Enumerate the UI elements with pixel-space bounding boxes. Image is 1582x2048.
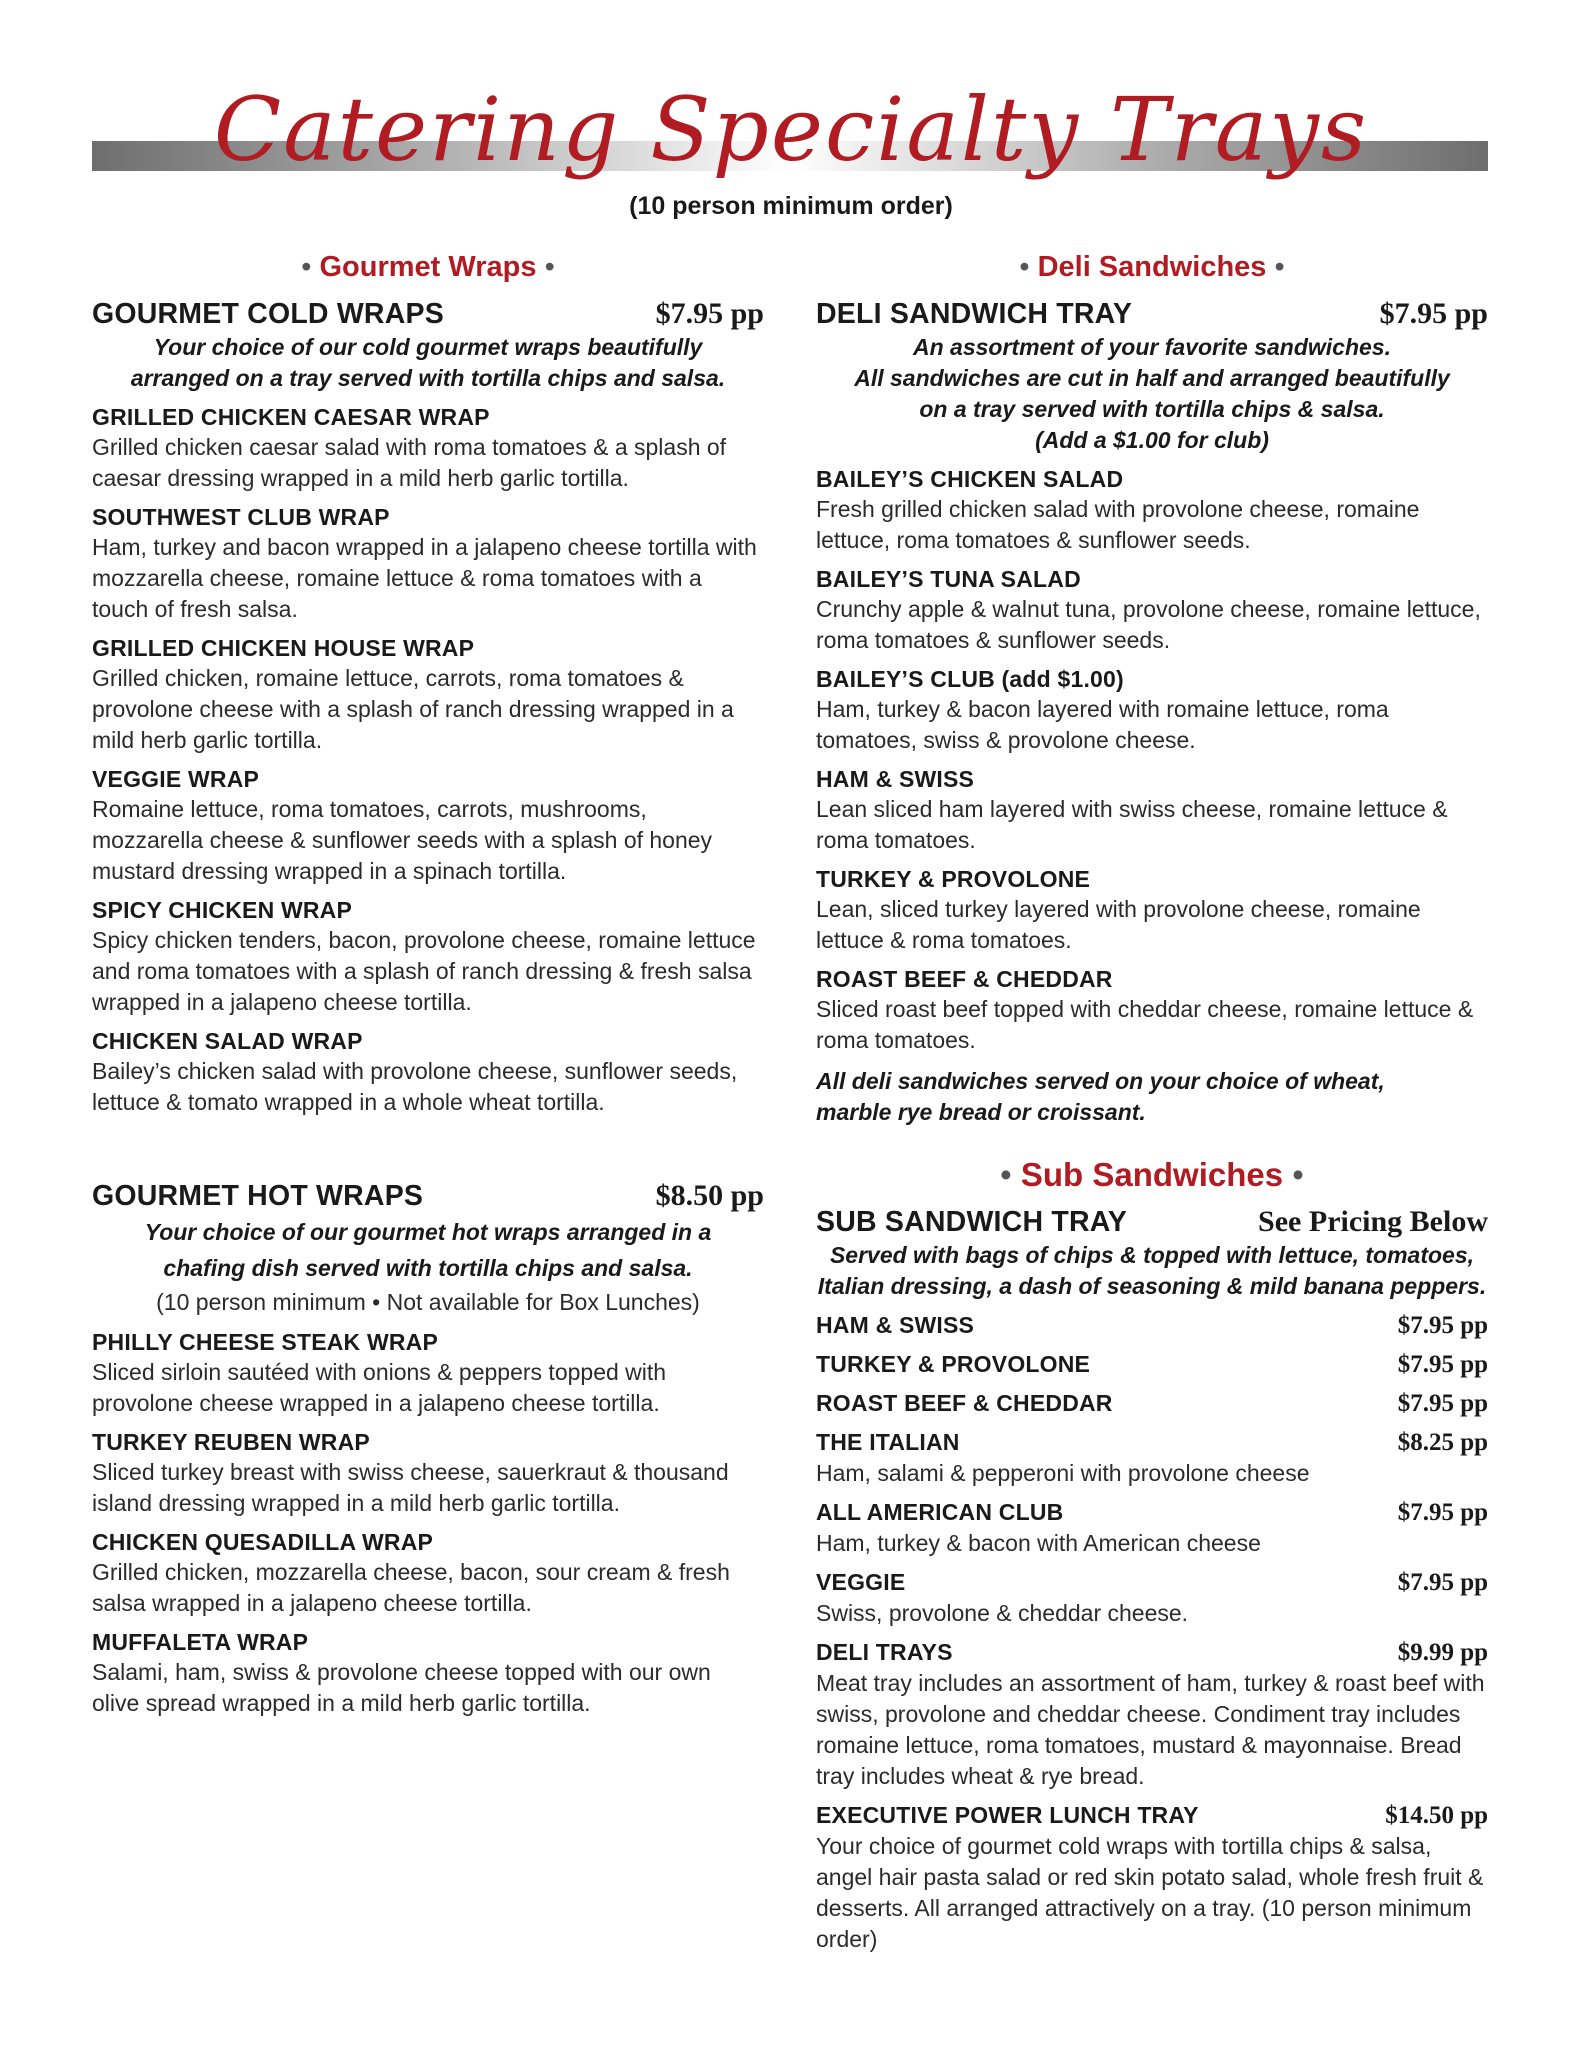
item-price: $14.50 pp [1385,1802,1488,1829]
item-price: $7.95 pp [1397,1351,1488,1378]
deli-footer-note [816,1066,1488,1128]
tray-title: DELI SANDWICH TRAY [816,298,1133,330]
tray-description: All sandwiches are cut in half and arranged beautifully [854,365,1450,391]
item-description: Grilled chicken caesar salad with roma tomatoes & a splash of caesar dressing wrapped in a mild herb garlic tortilla. [92,434,727,491]
item-price-row [816,1310,1488,1341]
menu-item [816,1800,1488,1955]
page-header [0,0,1582,240]
bullet-icon: • [1019,251,1030,283]
bullet-icon: • [1274,251,1285,283]
item-description: Your choice of gourmet cold wraps with tortilla chips & salsa, angel hair pasta salad or red skin potato salad, whole fresh fruit & desserts. All arranged attractively on a tray. (10 person minimum order) [816,1833,1484,1952]
item-description: Lean sliced ham layered with swiss cheese, romaine lettuce & roma tomatoes. [816,796,1448,853]
menu-item [816,1310,1488,1341]
item-name: GRILLED CHICKEN HOUSE WRAP [92,635,475,661]
item-name: TURKEY REUBEN WRAP [92,1429,370,1455]
item-name: EXECUTIVE POWER LUNCH TRAY [816,1802,1199,1828]
item-price: $8.25 pp [1397,1429,1488,1456]
item-description: Grilled chicken, romaine lettuce, carrots, roma tomatoes & provolone cheese with a splash of ranch dressing wrapped in a mild herb garlic tortilla. [92,665,734,753]
menu-item [816,764,1488,856]
cold-wraps-header [92,296,764,332]
item-price: $7.95 pp [1397,1499,1488,1526]
tray-title: SUB SANDWICH TRAY [816,1206,1128,1238]
item-price: $7.95 pp [1397,1390,1488,1417]
menu-item [92,1026,764,1118]
menu-item [816,464,1488,556]
item-description: Ham, turkey & bacon layered with romaine lettuce, roma tomatoes, swiss & provolone cheese. [816,696,1389,753]
menu-item [92,895,764,1018]
item-description: Romaine lettuce, roma tomatoes, carrots, mushrooms, mozzarella cheese & sunflower seeds with a splash of honey mustard dressing wrapped in a spinach tortilla. [92,796,713,884]
item-price-row [816,1637,1488,1668]
tray-title: GOURMET HOT WRAPS [92,1180,424,1212]
menu-item [816,564,1488,656]
item-name: MUFFALETA WRAP [92,1629,309,1655]
item-name: PHILLY CHEESE STEAK WRAP [92,1329,439,1355]
menu-item [816,964,1488,1056]
item-name: SOUTHWEST CLUB WRAP [92,504,390,530]
item-description: Salami, ham, swiss & provolone cheese topped with our own olive spread wrapped in a mild herb garlic tortilla. [92,1659,711,1716]
tray-description: Italian dressing, a dash of seasoning & mild banana peppers. [817,1273,1487,1299]
item-description: Spicy chicken tenders, bacon, provolone cheese, romaine lettuce and roma tomatoes with a splash of ranch dressing & fresh salsa wrapped in a jalapeno cheese tortilla. [92,927,756,1015]
item-description: Bailey’s chicken salad with provolone cheese, sunflower seeds, lettuce & tomato wrapped in a whole wheat tortilla. [92,1058,738,1115]
item-name: GRILLED CHICKEN CAESAR WRAP [92,404,490,430]
tray-description: Your choice of our cold gourmet wraps beautifully [153,334,703,360]
item-name: CHICKEN SALAD WRAP [92,1028,363,1054]
tray-title: GOURMET COLD WRAPS [92,298,444,330]
right-column [816,240,1488,1955]
item-price-row [816,1349,1488,1380]
item-description: Ham, turkey & bacon with American cheese [816,1530,1261,1556]
tray-description: on a tray served with tortilla chips & salsa. [919,396,1385,422]
section-heading-deli-sandwiches [816,244,1488,290]
item-name: THE ITALIAN [816,1429,960,1455]
tray-description: (Add a $1.00 for club) [1035,427,1269,453]
item-price-row [816,1567,1488,1598]
item-price-row [816,1427,1488,1458]
item-description: Swiss, provolone & cheddar cheese. [816,1600,1189,1626]
menu-item [92,764,764,887]
section-heading-sub-sandwiches [816,1152,1488,1198]
tray-description: Served with bags of chips & topped with lettuce, tomatoes, [829,1242,1475,1268]
item-description: Meat tray includes an assortment of ham, turkey & roast beef with swiss, provolone and cheddar cheese. Condiment tray includes romaine lettuce, roma tomatoes, mustard & mayonnaise. Bread tray includes wheat & rye bread. [816,1670,1485,1789]
left-column [92,240,764,1719]
item-name: VEGGIE WRAP [92,766,260,792]
menu-item [92,402,764,494]
item-name: HAM & SWISS [816,766,975,792]
item-description: Ham, turkey and bacon wrapped in a jalapeno cheese tortilla with mozzarella cheese, romaine lettuce & roma tomatoes with a touch of fresh salsa. [92,534,757,622]
item-description: Lean, sliced turkey layered with provolone cheese, romaine lettuce & roma tomatoes. [816,896,1421,953]
item-price: $7.95 pp [1397,1569,1488,1596]
item-name: ROAST BEEF & CHEDDAR [816,1390,1113,1416]
tray-price: $7.95 pp [1379,297,1488,330]
item-name: TURKEY & PROVOLONE [816,1351,1091,1377]
bullet-icon: • [1292,1156,1304,1193]
menu-item [816,1567,1488,1629]
menu-item [816,1427,1488,1489]
item-name: HAM & SWISS [816,1312,975,1338]
page-subtitle: (10 person minimum order) [629,192,953,220]
item-name: VEGGIE [816,1569,906,1595]
deli-footer-line: All deli sandwiches served on your choice of wheat, [816,1068,1385,1094]
menu-item [92,1527,764,1619]
menu-item [816,1349,1488,1380]
menu-item [92,502,764,625]
section-heading-text: Gourmet Wraps [319,251,537,283]
item-description: Sliced roast beef topped with cheddar cheese, romaine lettuce & roma tomatoes. [816,996,1474,1053]
item-name: CHICKEN QUESADILLA WRAP [92,1529,434,1555]
page-title: Catering Specialty Trays [213,78,1369,181]
menu-item [816,664,1488,756]
tray-description: chafing dish served with tortilla chips and salsa. [163,1255,693,1281]
tray-description: arranged on a tray served with tortilla chips and salsa. [130,365,726,391]
deli-tray-header [816,296,1488,332]
item-name: SPICY CHICKEN WRAP [92,897,353,923]
menu-item [92,1627,764,1719]
tray-description: An assortment of your favorite sandwiches. [912,334,1391,360]
tray-price: $7.95 pp [655,297,764,330]
tray-price: See Pricing Below [1258,1205,1488,1238]
menu-item [816,1388,1488,1419]
item-description: Grilled chicken, mozzarella cheese, bacon, sour cream & fresh salsa wrapped in a jalapeno cheese tortilla. [92,1559,730,1616]
tray-price: $8.50 pp [655,1179,764,1212]
tray-description: Your choice of our gourmet hot wraps arranged in a [144,1219,712,1245]
item-name: ALL AMERICAN CLUB [816,1499,1064,1525]
item-name: BAILEY’S TUNA SALAD [816,566,1081,592]
menu-item [92,1327,764,1419]
deli-footer-line: marble rye bread or croissant. [816,1099,1146,1125]
bullet-icon: • [1000,1156,1012,1193]
section-heading-text: Sub Sandwiches [1020,1156,1284,1193]
item-description: Ham, salami & pepperoni with provolone cheese [816,1460,1310,1486]
item-description: Crunchy apple & walnut tuna, provolone cheese, romaine lettuce, roma tomatoes & sunflower seeds. [816,596,1481,653]
item-price-row [816,1800,1488,1831]
section-heading-gourmet-wraps [92,244,764,290]
item-description: Sliced sirloin sautéed with onions & peppers topped with provolone cheese wrapped in a jalapeno cheese tortilla. [92,1359,667,1416]
item-price: $9.99 pp [1397,1639,1488,1666]
hot-wraps-header [92,1178,764,1214]
section-heading-text: Deli Sandwiches [1037,251,1267,283]
bullet-icon: • [301,251,312,283]
item-name: BAILEY’S CHICKEN SALAD [816,466,1124,492]
bullet-icon: • [544,251,555,283]
item-description: Sliced turkey breast with swiss cheese, sauerkraut & thousand island dressing wrapped in a mild herb garlic tortilla. [92,1459,729,1516]
item-name: DELI TRAYS [816,1639,953,1665]
menu-item [816,1637,1488,1792]
item-price-row [816,1497,1488,1528]
item-name: BAILEY’S CLUB (add $1.00) [816,666,1124,692]
menu-item [816,864,1488,956]
sub-tray-header [816,1204,1488,1240]
item-description: Fresh grilled chicken salad with provolone cheese, romaine lettuce, roma tomatoes & sunflower seeds. [816,496,1420,553]
item-name: TURKEY & PROVOLONE [816,866,1091,892]
menu-item [92,1427,764,1519]
item-name: ROAST BEEF & CHEDDAR [816,966,1113,992]
menu-item [816,1497,1488,1559]
item-price: $7.95 pp [1397,1312,1488,1339]
menu-item [92,633,764,756]
item-price-row [816,1388,1488,1419]
tray-note: (10 person minimum • Not available for Box Lunches) [156,1289,700,1315]
